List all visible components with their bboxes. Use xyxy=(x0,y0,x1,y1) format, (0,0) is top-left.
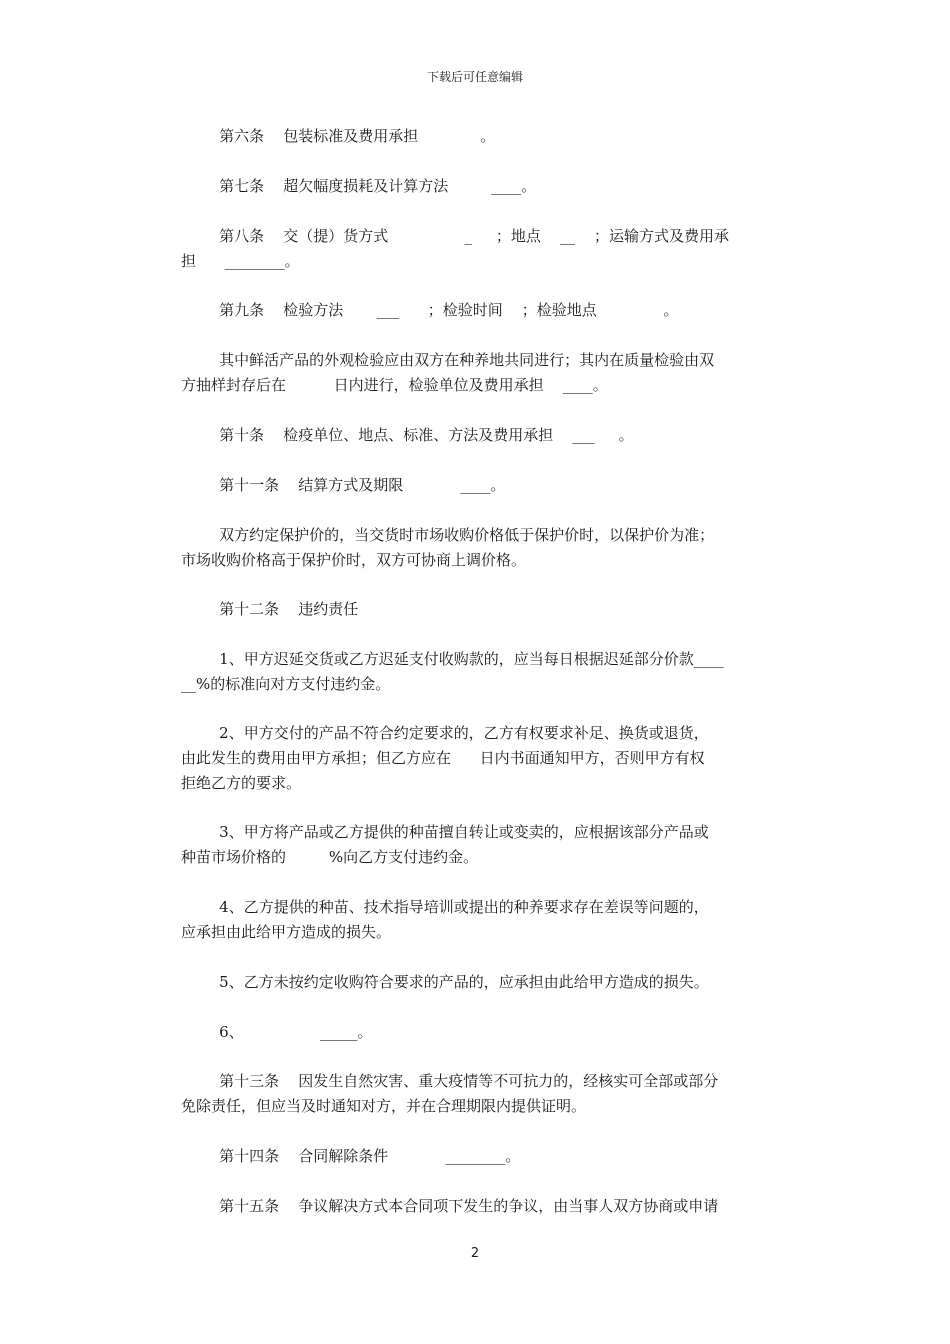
clause-12: 第十二条 违约责任 xyxy=(181,600,359,618)
page-number: 2 xyxy=(470,1246,480,1261)
clause-12-item-2: 2、甲方交付的产品不符合约定要求的，乙方有权要求补足、换货或退货， 由此发生的费用由甲方承担；但乙方应在 日内书面通知甲方，否则甲方有权 拒绝乙方的要求。 xyxy=(181,724,709,792)
page-header: 下载后可任意编辑 xyxy=(426,70,523,84)
clause-13: 第十三条 因发生自然灾害、重大疫情等不可抗力的，经核实可全部或部分 免除责任，但应当及时通知对方，并在合理期限内提供证明。 xyxy=(181,1072,719,1115)
clause-10: 第十条 检疫单位、地点、标准、方法及费用承担 ___ 。 xyxy=(181,426,634,444)
clause-11: 第十一条 结算方式及期限 ____。 xyxy=(181,476,506,494)
clause-8: 第八条 交（提）货方式 _ ；地点 __ ；运输方式及费用承 担 ________。 xyxy=(181,227,729,270)
clause-11-detail: 双方约定保护价的，当交货时市场收购价格低于保护价时，以保护价为准； 市场收购价格高于保护价时，双方可协商上调价格。 xyxy=(181,526,715,569)
clause-12-item-5: 5、乙方未按约定收购符合要求的产品的，应承担由此给甲方造成的损失。 xyxy=(181,973,709,991)
clause-12-item-1: 1、甲方迟延交货或乙方迟延支付收购款的，应当每日根据迟延部分价款____ __%的标准向对方支付违约金。 xyxy=(181,650,724,693)
clause-12-item-6: 6、 _____。 xyxy=(181,1023,373,1041)
clause-12-item-4: 4、乙方提供的种苗、技术指导培训或提出的种养要求存在差误等问题的， 应承担由此给甲方造成的损失。 xyxy=(181,898,709,941)
clause-6: 第六条 包装标准及费用承担 。 xyxy=(181,127,496,145)
clause-12-item-3: 3、甲方将产品或乙方提供的种苗擅自转让或变卖的，应根据该部分产品或 种苗市场价格的 %向乙方支付违约金。 xyxy=(181,823,709,866)
clause-15: 第十五条 争议解决方式本合同项下发生的争议，由当事人双方协商或申请 xyxy=(181,1197,719,1215)
clause-9: 第九条 检验方法 ___ ；检验时间 ；检验地点 。 xyxy=(181,301,679,319)
clause-7: 第七条 超欠幅度损耗及计算方法 ____。 xyxy=(181,177,537,195)
clause-9-detail: 其中鲜活产品的外观检验应由双方在种养地共同进行；其内在质量检验由双 方抽样封存后在 日内进行，检验单位及费用承担 ____。 xyxy=(181,351,715,394)
clause-14: 第十四条 合同解除条件 ________。 xyxy=(181,1147,521,1165)
